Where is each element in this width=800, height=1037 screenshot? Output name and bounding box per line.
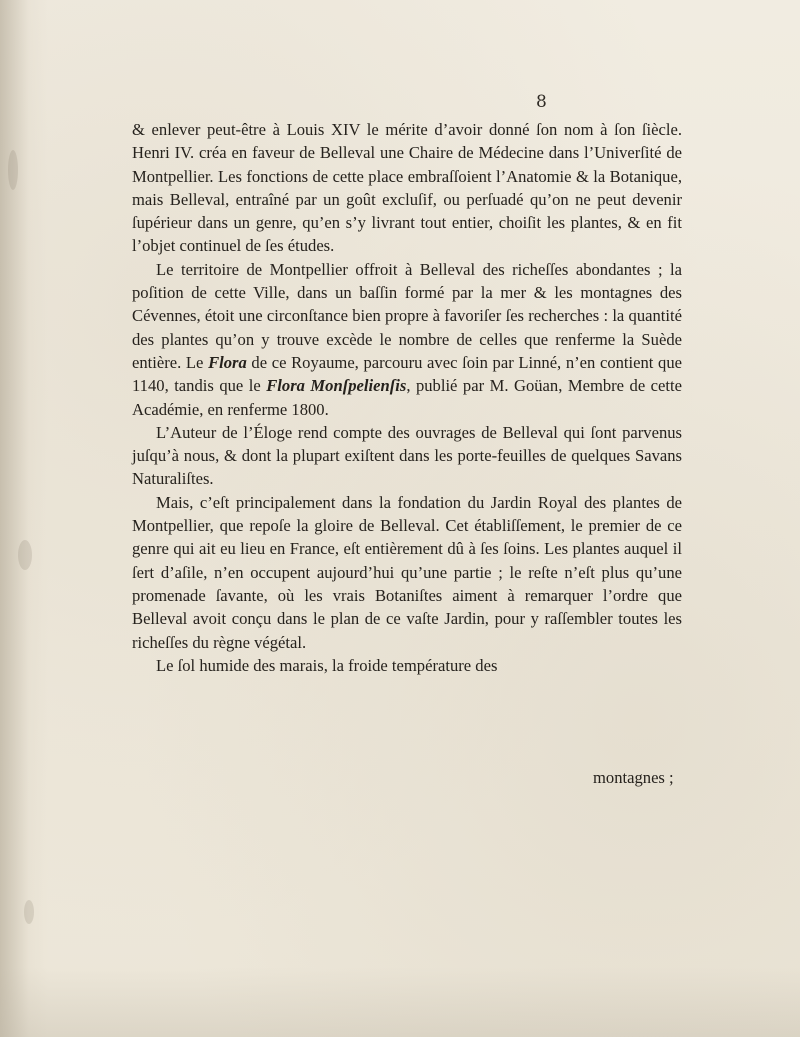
italic-title: Flora Monſpelienſis — [266, 376, 407, 396]
ink-spot — [24, 900, 34, 924]
text-run: de ce Royaume, parcouru avec ſoin par Linné, n’en contient que 1140, tandis que le — [132, 352, 682, 396]
paragraph — [132, 654, 682, 677]
catchword: montagnes ; — [593, 768, 674, 787]
page-number: 8 — [536, 92, 547, 112]
text-run: Le ſol humide des marais, la froide température des — [156, 655, 498, 675]
body-text — [132, 118, 682, 677]
text-run: L’Auteur de l’Éloge rend compte des ouvrages de Belleval qui ſont parvenus juſqu’à nous, & dont la plupart exiſtent dans les porte-feuilles de quelques Savans Naturaliſtes. — [132, 422, 682, 489]
page-bottom-shading — [0, 967, 800, 1037]
text-run: Le territoire de Montpellier offroit à Belleval des richeſſes abondantes ; la poſition de cette Ville, dans un baſſin formé par la mer & les montagnes des Cévennes, étoit une circonſtance bien propre à favoriſer ſes recherches : la quantité des plantes qu’on y trouve excède le nombre de celles que renferme la Suède entière. Le — [132, 259, 682, 372]
text-run: & enlever peut-être à Louis XIV le mérite d’avoir donné ſon nom à ſon ſiècle. Henri IV. créa en faveur de Belleval une Chaire de Médecine dans l’Univerſité de Montpellier. Les fonctions de cette place embraſſoient l’Anatomie & la Botanique, mais Belleval, entraîné par un goût excluſif, ou perſuadé qu’on ne peut devenir ſupérieur dans un genre, qu’en s’y livrant tout entier, choiſit les plantes, & en fit l’objet continuel de ſes études. — [132, 120, 682, 256]
ink-spot — [8, 150, 18, 190]
paragraph — [132, 258, 682, 421]
paragraph — [132, 491, 682, 654]
italic-title: Flora — [208, 352, 247, 372]
ink-spot — [18, 540, 32, 570]
text-run: Mais, c’eſt principalement dans la fondation du Jardin Royal des plantes de Montpellier, que repoſe la gloire de Belleval. Cet établiſſement, le premier de ce genre qui ait eu lieu en France, eſt entièrement dû à ſes ſoins. Les plantes auquel il ſert d’aſile, n’en occupent aujourd’hui qu’une partie ; le reſte n’eſt plus qu’une promenade ſavante, où les vrais Botaniſtes aiment à remarquer l’ordre que Belleval avoit conçu dans le plan de ce vaſte Jardin, pour y raſſembler toutes les richeſſes du règne végétal. — [132, 492, 682, 652]
page-left-edge-shading — [0, 0, 48, 1037]
text-run: , publié par M. Goüan, Membre de cette Académie, en renferme 1800. — [132, 376, 682, 419]
paragraph — [132, 421, 682, 491]
paragraph — [132, 118, 682, 258]
